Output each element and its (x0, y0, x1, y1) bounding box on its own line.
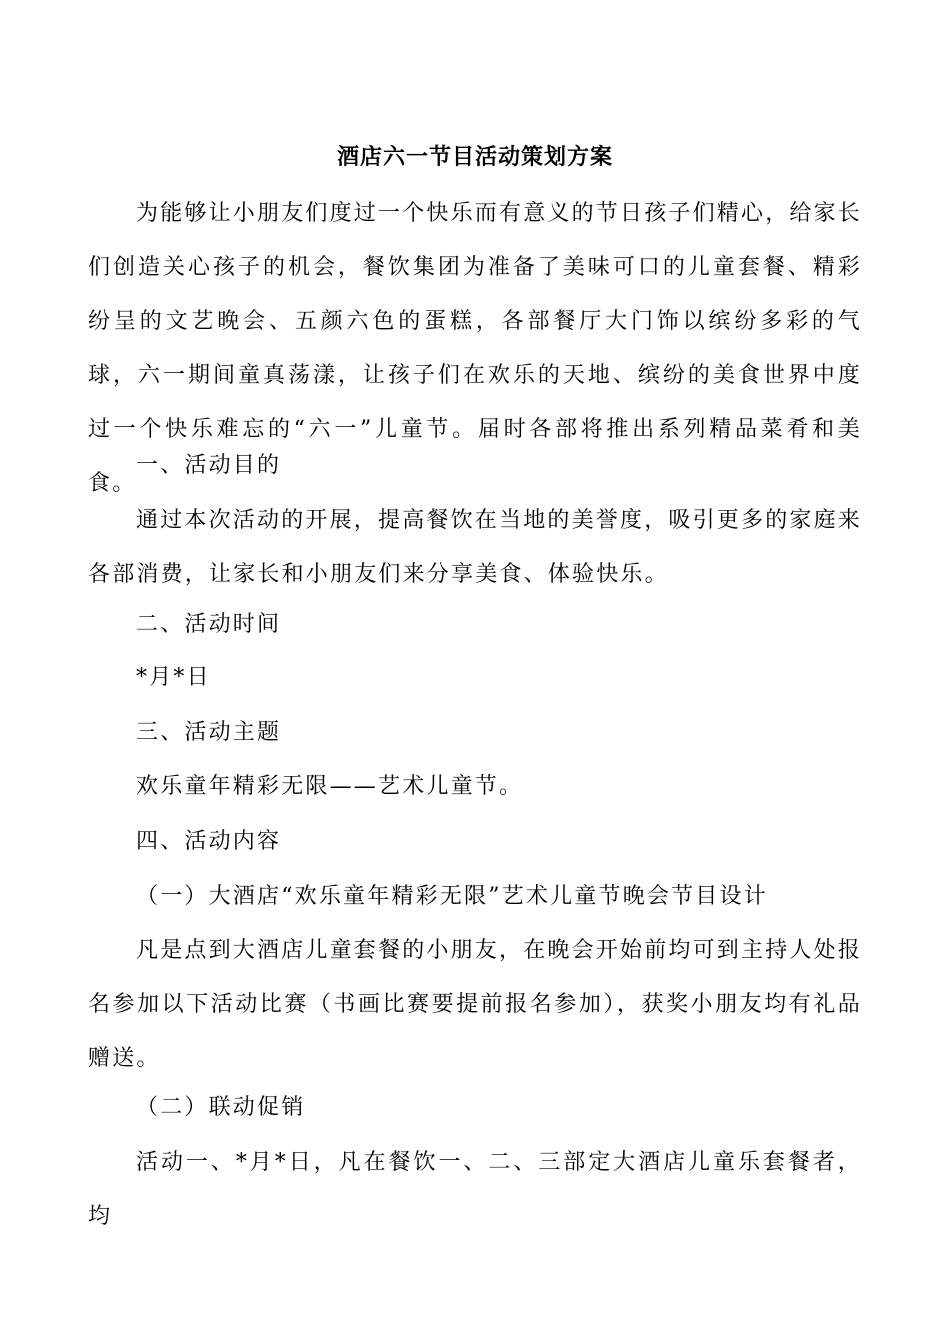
document-title: 酒店六一节目活动策划方案 (336, 144, 613, 170)
gala-paragraph: 凡是点到大酒店儿童套餐的小朋友，在晚会开始前均可到主持人处报名参加以下活动比赛（书画比赛要提前报名参加），获奖小朋友均有礼品赠送。 (88, 938, 863, 1071)
purpose-paragraph: 通过本次活动的开展，提高餐饮在当地的美誉度，吸引更多的家庭来各部消费，让家长和小朋友们来分享美食、体验快乐。 (88, 508, 863, 587)
subsection-heading-gala: （一）大酒店“欢乐童年精彩无限”艺术儿童节晚会节目设计 (136, 884, 768, 909)
promotion-paragraph: 活动一、*月*日，凡在餐饮一、二、三部定大酒店儿童乐套餐者，均 (88, 1150, 862, 1229)
section-heading-content: 四、活动内容 (136, 829, 282, 854)
subsection-heading-promotion: （二）联动促销 (136, 1095, 306, 1120)
time-paragraph: *月*日 (136, 665, 211, 690)
intro-paragraph: 为能够让小朋友们度过一个快乐而有意义的节日孩子们精心，给家长们创造关心孩子的机会，餐饮集团为准备了美味可口的儿童套餐、精彩纷呈的文艺晚会、五颜六色的蛋糕，各部餐厅大门饰以缤纷多彩的气球，六一期间童真荡漾，让孩子们在欢乐的天地、缤纷的美食世界中度过一个快乐难忘的“六一”儿童节。届时各部将推出系列精品菜肴和美食。 (88, 201, 863, 496)
section-heading-purpose: 一、活动目的 (136, 453, 282, 478)
section-heading-theme: 三、活动主题 (136, 720, 282, 745)
theme-paragraph: 欢乐童年精彩无限——艺术儿童节。 (136, 774, 524, 799)
section-heading-time: 二、活动时间 (136, 612, 282, 637)
